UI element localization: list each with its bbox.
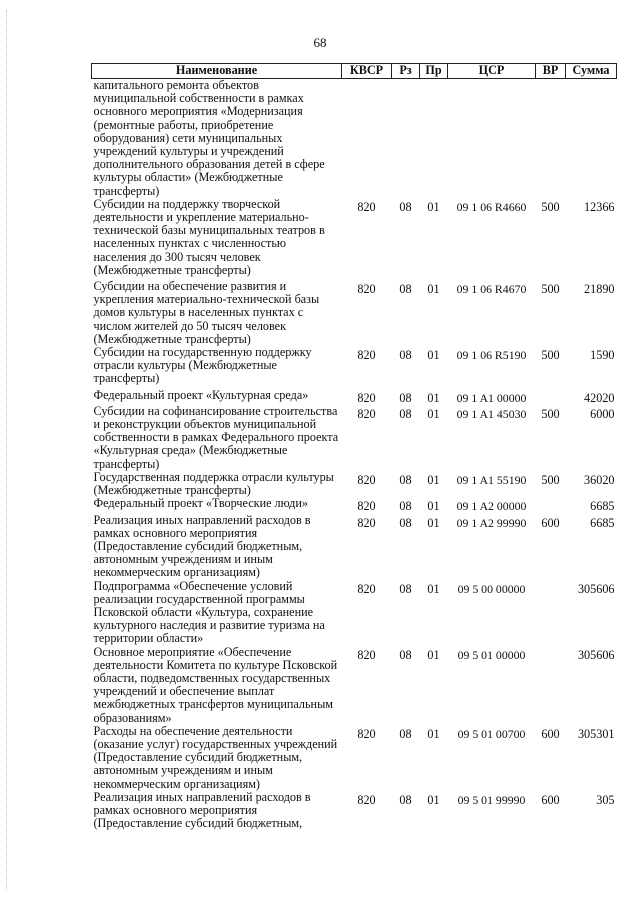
cell-sum: 42020 (584, 390, 615, 405)
cell-pr: 01 (427, 348, 440, 363)
cell-vr: 600 (541, 726, 560, 741)
header-csr: ЦСР (448, 64, 536, 79)
table-body (92, 79, 617, 831)
cell-pr: 01 (427, 647, 440, 662)
table-row (92, 646, 617, 725)
table-row (92, 346, 617, 389)
cell-rz (392, 79, 420, 198)
cell-vr: 500 (541, 199, 560, 214)
cell-rz: 08 (399, 199, 412, 214)
cell-name: Федеральный проект «Культурная среда» (93, 387, 309, 402)
cell-csr: 09 1 06 R4660 (456, 199, 527, 214)
cell-sum: 6685 (590, 515, 615, 530)
cell-sum: 1590 (590, 348, 615, 363)
cell-rz: 08 (399, 515, 412, 530)
page-number: 68 (313, 35, 327, 50)
table-header (92, 64, 617, 79)
table-row (92, 580, 617, 646)
budget-table (91, 63, 617, 830)
cell-vr: 500 (541, 348, 560, 363)
table-row (92, 79, 617, 198)
cell-sum: 6000 (590, 406, 615, 421)
cell-name: Реализация иных направлений расходов в рамках основного мероприятия (Предоставление субсидий бюджетным, автономным учреждениям и иным некоммерческим организациям) (93, 512, 311, 580)
cell-vr (536, 79, 566, 198)
header-rz: Рз (392, 64, 420, 79)
table-row (92, 389, 617, 405)
cell-name: Субсидии на государственную поддержку отрасли культуры (Межбюджетные трансферты) (93, 345, 312, 386)
cell-sum: 6685 (590, 499, 615, 514)
table-row (92, 405, 617, 471)
cell-kvsr: 820 (357, 348, 376, 363)
table-row (92, 514, 617, 580)
cell-name: Субсидии на софинансирование строительства и реконструкции объектов муниципальной собственности в рамках Федерального проекта «Культурная среда» (Межбюджетные трансферты) (93, 403, 339, 471)
cell-name: Реализация иных направлений расходов в рамках основного мероприятия (Предоставление субсидий бюджетным, (93, 789, 311, 831)
cell-vr: 600 (541, 792, 560, 807)
cell-sum: 12366 (584, 199, 615, 214)
cell-csr: 09 1 06 R5190 (456, 348, 527, 363)
header-sum: Сумма (566, 64, 617, 79)
cell-kvsr: 820 (357, 390, 376, 405)
cell-csr: 09 5 01 99990 (457, 792, 526, 807)
cell-rz: 08 (399, 792, 412, 807)
cell-rz: 08 (399, 581, 412, 596)
cell-kvsr: 820 (357, 726, 376, 741)
cell-pr: 01 (427, 472, 440, 487)
cell-pr: 01 (427, 792, 440, 807)
cell-pr: 01 (427, 726, 440, 741)
cell-kvsr: 820 (357, 647, 376, 662)
cell-rz: 08 (399, 406, 412, 421)
cell-vr: 500 (541, 282, 560, 297)
header-vr: ВР (536, 64, 566, 79)
cell-rz: 08 (399, 726, 412, 741)
cell-pr (420, 79, 448, 198)
cell-name: Основное мероприятие «Обеспечение деятельности Комитета по культуре Псковской области, подведомственных государственных учреждений и обеспечение выплат межбюджетных трансфертов муниципальным образованиям» (93, 644, 338, 725)
table-row (92, 198, 617, 280)
scan-edge-mark (6, 10, 7, 890)
cell-csr: 09 1 A1 55190 (456, 472, 527, 487)
cell-kvsr (342, 79, 392, 198)
cell-kvsr: 820 (357, 282, 376, 297)
cell-sum: 36020 (584, 472, 615, 487)
table-row (92, 725, 617, 791)
cell-pr: 01 (427, 390, 440, 405)
cell-rz: 08 (399, 472, 412, 487)
cell-kvsr: 820 (357, 199, 376, 214)
cell-pr: 01 (427, 199, 440, 214)
table-row (92, 791, 617, 831)
cell-kvsr: 820 (357, 515, 376, 530)
cell-name: капитального ремонта объектов муниципальной собственности в рамках основного мероприятия «Модернизация (ремонтные работы, приобретение оборудования) сети муниципальных учреждений культуры и учреждений дополнительного образования детей в сфере культуры области» (Межбюджетные трансферты) (93, 78, 325, 198)
cell-name: Расходы на обеспечение деятельности (оказание услуг) государственных учреждений (Предоставление субсидий бюджетным, автономным учреждениям и иным некоммерческим организациям) (93, 723, 338, 791)
header-kvsr: КВСР (342, 64, 392, 79)
cell-csr: 09 1 A1 45030 (456, 406, 527, 421)
cell-vr: 500 (541, 472, 560, 487)
cell-pr: 01 (427, 581, 440, 596)
cell-sum (566, 79, 617, 198)
cell-sum: 305606 (577, 581, 615, 596)
cell-pr: 01 (427, 515, 440, 530)
cell-pr: 01 (427, 499, 440, 514)
cell-sum: 305301 (577, 726, 615, 741)
table-row (92, 471, 617, 497)
cell-kvsr: 820 (357, 406, 376, 421)
cell-vr (536, 497, 566, 513)
cell-pr: 01 (427, 406, 440, 421)
cell-csr: 09 5 01 00700 (457, 726, 526, 741)
cell-kvsr: 820 (357, 792, 376, 807)
cell-vr (536, 389, 566, 405)
header-name: Наименование (92, 64, 342, 79)
cell-name: Субсидии на поддержку творческой деятельности и укрепление материально-технической базы муниципальных театров в населенных пунктах с численностью населения до 300 тысяч человек (Межбюджетные трансферты) (93, 196, 325, 277)
cell-csr (448, 79, 536, 198)
cell-kvsr: 820 (357, 472, 376, 487)
header-pr: Пр (420, 64, 448, 79)
cell-csr: 09 1 A2 00000 (456, 499, 527, 514)
cell-name: Субсидии на обеспечение развития и укрепления материально-технической базы домов культуры в населенных пунктах с числом жителей до 50 тысяч человек (Межбюджетные трансферты) (93, 279, 320, 346)
cell-vr (536, 646, 566, 725)
cell-vr: 600 (541, 515, 560, 530)
cell-rz: 08 (399, 390, 412, 405)
cell-csr: 09 1 06 R4670 (456, 282, 527, 297)
cell-name: Подпрограмма «Обеспечение условий реализации государственной программы Псковской области «Культура, сохранение культурного наследия и развитие туризма на территории области» (93, 578, 325, 646)
cell-rz: 08 (399, 647, 412, 662)
cell-kvsr: 820 (357, 581, 376, 596)
cell-sum: 21890 (584, 282, 615, 297)
cell-sum: 305606 (577, 647, 615, 662)
cell-kvsr: 820 (357, 499, 376, 514)
cell-pr: 01 (427, 282, 440, 297)
cell-name: Государственная поддержка отрасли культуры (Межбюджетные трансферты) (93, 469, 334, 498)
cell-vr (536, 580, 566, 646)
cell-name: Федеральный проект «Творческие люди» (93, 496, 308, 511)
cell-rz: 08 (399, 348, 412, 363)
cell-csr: 09 1 A2 99990 (456, 515, 527, 530)
cell-csr: 09 1 A1 00000 (456, 390, 527, 405)
table-row (92, 497, 617, 513)
cell-rz: 08 (399, 499, 412, 514)
cell-rz: 08 (399, 282, 412, 297)
cell-csr: 09 5 01 00000 (457, 647, 526, 662)
cell-vr: 500 (541, 406, 560, 421)
cell-csr: 09 5 00 00000 (457, 581, 526, 596)
cell-sum: 305 (596, 792, 615, 807)
table-row (92, 280, 617, 346)
